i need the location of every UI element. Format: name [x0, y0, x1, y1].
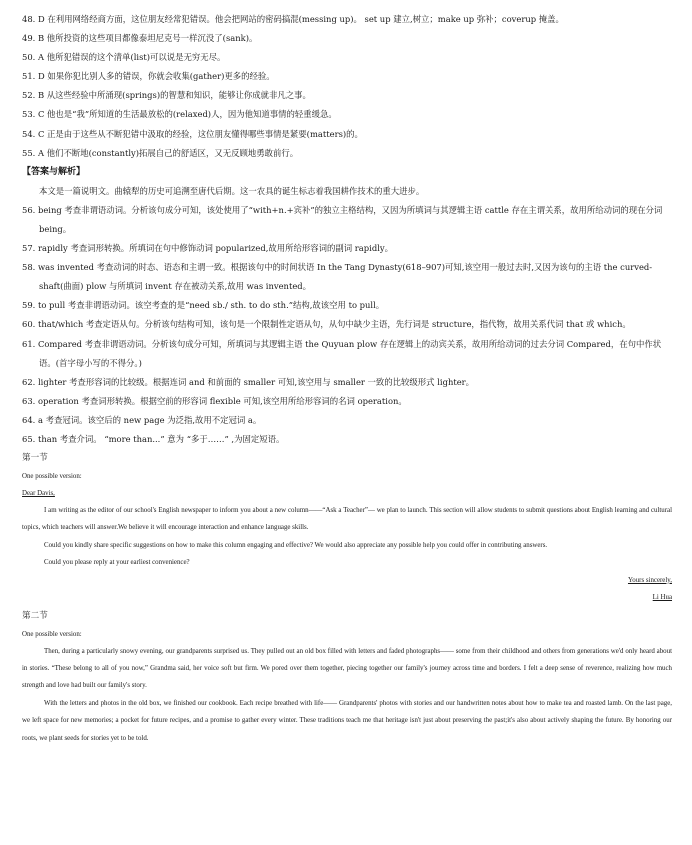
list-item: 51. D 如果你犯比别人多的错误，你就会收集(gather)更多的经验。	[22, 71, 275, 82]
list-item: 58. was invented 考查动词的时态、语态和主谓一致。根据该句中的时间状语 In the Tang Dynasty(618–907)可知,该空用一般过去时,又因为该句的主语 the curved-shaft(曲面) plow 与所填词 invent 存在被动关系,故用 was invented。	[22, 262, 653, 292]
story-paragraph: Then, during a particularly snowy evening, our grandparents surprised us. They pulled out an old box filled with letters and faded photographs—— some from their childhood and others from generations we'd only heard about in stories. “These belong to all of you now,” Grandma said, her voice soft but firm. We pored over them together, piecing together our family's journey across time and borders. I felt a deep sense of reverence, realizing how much strength and love had built our family's story.	[22, 647, 672, 690]
letter-closing: Yours sincerely,	[627, 576, 672, 584]
list-item: 56. being 考查非谓语动词。分析该句成分可知，该处使用了“with+n.+宾补”的独立主格结构，又因为所填词与其逻辑主语 cattle 存在主谓关系，故用所给动词的现在分词 being。	[22, 204, 663, 234]
letter-signature: Li Hua	[652, 594, 672, 602]
list-item: 48. D 在利用网络经商方面，这位朋友经常犯错误。他会把网站的密码搞混(messing up)。 set up 建立,树立；make up 弥补；coverup 掩盖。	[22, 14, 564, 24]
list-item: 65. than 考查介词。 “more than...” 意为 “多于……” ,为固定短语。	[22, 433, 285, 444]
list-item: 59. to pull 考查非谓语动词。该空考查的是“need sb./ sth. to do sth.”结构,故该空用 to pull。	[22, 300, 385, 311]
letter-paragraph: Could you please reply at your earliest convenience?	[44, 559, 190, 567]
list-item: 52. B 从这些经验中所涌现(springs)的智慧和知识，能够让你成就非凡之事。	[22, 90, 311, 101]
story-paragraph: With the letters and photos in the old box, we finished our cookbook. Each recipe breathed with life—— Grandparents' photos with stories and our handwritten notes about how to make tea and roasted lamb. On the last page, we left space for new memories; a pocket for future recipes, and a promise to gather every winter. These traditions teach me that heritage isn't just about preserving the past;it's also about actively shaping the future. By honoring our roots, we plant seeds for stories yet to be told.	[22, 699, 672, 742]
letter-paragraph: I am writing as the editor of our school's English newspaper to inform you about a new column——“Ask a Teacher”— we plan to launch. This section will allow students to submit questions about English learning and cultural topics, which teachers will answer.We believe it will encourage interaction and enhance language skills.	[22, 507, 672, 532]
list-item: 61. Compared 考查非谓语动词。分析该句成分可知，所填词与其逻辑主语 the Quyuan plow 存在逻辑上的动宾关系，故用所给动词的过去分词 Compared，在句中作状语。(首字母小写的不得分。)	[22, 338, 662, 368]
writing-section-2	[22, 607, 672, 747]
grammar-list	[22, 201, 672, 449]
list-item: 62. lighter 考查形容词的比较级。根据连词 and 和前面的 smaller 可知,该空用与 smaller 一致的比较级形式 lighter。	[22, 376, 475, 387]
translation-list	[22, 10, 672, 163]
list-item: 49. B 他所投资的这些项目都像泰坦尼克号一样沉没了(sank)。	[22, 33, 258, 44]
list-item: 55. A 他们不断地(constantly)拓展自己的舒适区，又无反顾地勇敢前行。	[22, 147, 299, 158]
version-label: One possible version:	[22, 630, 82, 638]
salutation: Dear Davis,	[22, 490, 55, 498]
answer-heading: 【答案与解析】	[22, 166, 86, 177]
list-item: 63. operation 考查词形转换。根据空前的形容词 flexible 可知,该空用所给形容词的名词 operation。	[22, 395, 407, 406]
answer-page	[22, 10, 672, 747]
list-item: 53. C 他也是“我”所知道的生活最放松的(relaxed)人，因为他知道事情的轻重缓急。	[22, 109, 337, 120]
letter-paragraph: Could you kindly share specific suggestions on how to make this column engaging and effective? We would also appreciate any possible help you could offer in contributing answers.	[44, 541, 548, 549]
list-item: 50. A 他所犯错误的这个清单(list)可以说是无穷无尽。	[22, 52, 226, 63]
list-item: 57. rapidly 考查词形转换。所填词在句中修饰动词 popularized,故用所给形容词的副词 rapidly。	[22, 243, 393, 254]
list-item: 60. that/which 考查定语从句。分析该句结构可知，该句是一个限制性定语从句，从句中缺少主语，先行词是 structure，指代物，故用关系代词 that 或 which。	[22, 319, 631, 330]
version-label: One possible version:	[22, 473, 82, 481]
list-item: 54. C 正是由于这些从不断犯错中汲取的经验，这位朋友懂得哪些事情是紧要(matters)的。	[22, 128, 363, 139]
passage-intro: 本文是一篇说明文。曲辕犁的历史可追溯至唐代后期。这一农具的诞生标志着我国耕作技术的重大进步。	[39, 185, 425, 196]
section-title: 第二节	[22, 610, 48, 621]
list-item: 64. a 考查冠词。该空后的 new page 为泛指,故用不定冠词 a。	[22, 414, 262, 425]
section-title: 第一节	[22, 453, 48, 464]
writing-section-1	[22, 449, 672, 606]
